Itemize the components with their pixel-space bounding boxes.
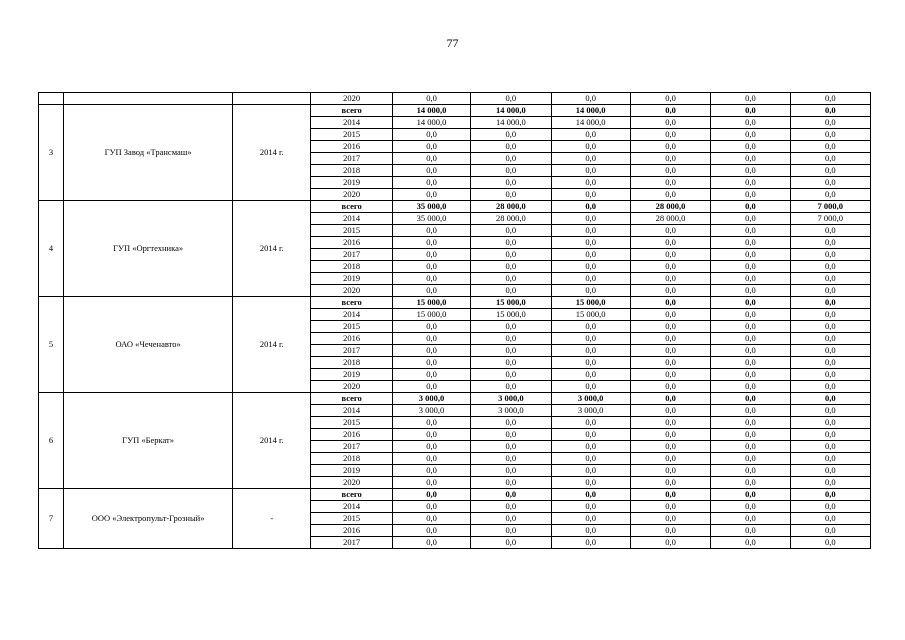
value-cell: 0,0 — [790, 441, 870, 453]
date-cell: 2014 г. — [233, 105, 311, 201]
value-cell: 0,0 — [630, 357, 710, 369]
num-cell — [39, 93, 64, 105]
year-cell: 2019 — [311, 465, 392, 477]
year-cell: 2014 — [311, 405, 392, 417]
value-cell: 0,0 — [630, 249, 710, 261]
year-cell: 2017 — [311, 537, 392, 549]
value-cell: 0,0 — [790, 333, 870, 345]
value-cell: 0,0 — [711, 105, 790, 117]
value-cell: 0,0 — [551, 369, 630, 381]
year-cell: 2018 — [311, 165, 392, 177]
value-cell: 0,0 — [471, 321, 551, 333]
value-cell: 0,0 — [392, 225, 470, 237]
value-cell: 0,0 — [551, 429, 630, 441]
value-cell: 0,0 — [790, 489, 870, 501]
value-cell: 0,0 — [471, 93, 551, 105]
value-cell: 0,0 — [711, 117, 790, 129]
value-cell: 0,0 — [711, 333, 790, 345]
value-cell: 0,0 — [392, 345, 470, 357]
value-cell: 0,0 — [392, 465, 470, 477]
value-cell: 0,0 — [471, 477, 551, 489]
value-cell: 0,0 — [471, 417, 551, 429]
value-cell: 0,0 — [551, 477, 630, 489]
value-cell: 0,0 — [551, 417, 630, 429]
value-cell: 0,0 — [551, 165, 630, 177]
year-cell: 2017 — [311, 441, 392, 453]
value-cell: 3 000,0 — [392, 405, 470, 417]
value-cell: 0,0 — [551, 357, 630, 369]
year-cell: 2014 — [311, 117, 392, 129]
value-cell: 0,0 — [630, 369, 710, 381]
value-cell: 0,0 — [392, 489, 470, 501]
value-cell: 0,0 — [790, 513, 870, 525]
year-cell: 2020 — [311, 93, 392, 105]
year-cell: 2014 — [311, 213, 392, 225]
value-cell: 0,0 — [471, 285, 551, 297]
year-cell: 2020 — [311, 189, 392, 201]
value-cell: 0,0 — [392, 333, 470, 345]
year-cell: всего — [311, 297, 392, 309]
date-cell — [233, 93, 311, 105]
value-cell: 0,0 — [711, 405, 790, 417]
value-cell: 0,0 — [551, 489, 630, 501]
value-cell: 0,0 — [551, 237, 630, 249]
value-cell: 0,0 — [711, 489, 790, 501]
value-cell: 0,0 — [630, 537, 710, 549]
value-cell: 0,0 — [551, 201, 630, 213]
value-cell: 0,0 — [630, 309, 710, 321]
value-cell: 0,0 — [471, 453, 551, 465]
value-cell: 0,0 — [551, 273, 630, 285]
value-cell: 0,0 — [392, 273, 470, 285]
value-cell: 0,0 — [711, 501, 790, 513]
value-cell: 0,0 — [471, 489, 551, 501]
value-cell: 0,0 — [790, 309, 870, 321]
value-cell: 0,0 — [392, 141, 470, 153]
value-cell: 0,0 — [630, 513, 710, 525]
value-cell: 0,0 — [551, 225, 630, 237]
value-cell: 0,0 — [551, 213, 630, 225]
value-cell: 0,0 — [392, 369, 470, 381]
value-cell: 0,0 — [790, 129, 870, 141]
value-cell: 0,0 — [630, 261, 710, 273]
value-cell: 0,0 — [711, 465, 790, 477]
value-cell: 0,0 — [711, 153, 790, 165]
value-cell: 3 000,0 — [471, 405, 551, 417]
value-cell: 0,0 — [790, 297, 870, 309]
table-row — [39, 93, 871, 105]
value-cell: 0,0 — [630, 393, 710, 405]
value-cell: 0,0 — [471, 465, 551, 477]
value-cell: 0,0 — [392, 477, 470, 489]
value-cell: 0,0 — [630, 405, 710, 417]
value-cell: 0,0 — [790, 237, 870, 249]
year-cell: 2017 — [311, 249, 392, 261]
value-cell: 28 000,0 — [471, 201, 551, 213]
value-cell: 3 000,0 — [392, 393, 470, 405]
value-cell: 0,0 — [711, 201, 790, 213]
value-cell: 0,0 — [711, 285, 790, 297]
value-cell: 0,0 — [471, 369, 551, 381]
value-cell: 0,0 — [630, 117, 710, 129]
value-cell: 0,0 — [551, 153, 630, 165]
value-cell: 0,0 — [551, 441, 630, 453]
num-cell: 4 — [39, 201, 64, 297]
value-cell: 0,0 — [630, 237, 710, 249]
value-cell: 0,0 — [630, 417, 710, 429]
value-cell: 15 000,0 — [392, 297, 470, 309]
value-cell: 0,0 — [711, 513, 790, 525]
year-cell: всего — [311, 393, 392, 405]
value-cell: 0,0 — [630, 429, 710, 441]
value-cell: 3 000,0 — [551, 393, 630, 405]
value-cell: 0,0 — [630, 153, 710, 165]
num-cell: 3 — [39, 105, 64, 201]
year-cell: 2016 — [311, 141, 392, 153]
value-cell: 0,0 — [711, 393, 790, 405]
value-cell: 0,0 — [790, 501, 870, 513]
value-cell: 0,0 — [392, 429, 470, 441]
year-cell: 2016 — [311, 333, 392, 345]
year-cell: 2016 — [311, 429, 392, 441]
value-cell: 0,0 — [790, 105, 870, 117]
value-cell: 0,0 — [790, 189, 870, 201]
value-cell: 0,0 — [392, 93, 470, 105]
value-cell: 0,0 — [392, 453, 470, 465]
value-cell: 0,0 — [711, 177, 790, 189]
date-cell: 2014 г. — [233, 393, 311, 489]
value-cell: 0,0 — [471, 261, 551, 273]
value-cell: 0,0 — [790, 273, 870, 285]
value-cell: 0,0 — [471, 345, 551, 357]
value-cell: 0,0 — [790, 537, 870, 549]
value-cell: 0,0 — [392, 537, 470, 549]
year-cell: всего — [311, 489, 392, 501]
value-cell: 0,0 — [551, 537, 630, 549]
value-cell: 0,0 — [790, 153, 870, 165]
date-cell: 2014 г. — [233, 201, 311, 297]
value-cell: 0,0 — [551, 513, 630, 525]
value-cell: 0,0 — [790, 141, 870, 153]
value-cell: 0,0 — [471, 237, 551, 249]
value-cell: 0,0 — [551, 501, 630, 513]
total-row — [39, 201, 871, 213]
value-cell: 0,0 — [630, 189, 710, 201]
value-cell: 0,0 — [790, 477, 870, 489]
enterprise-name-cell: ОАО «Чеченавто» — [64, 297, 233, 393]
year-cell: 2018 — [311, 261, 392, 273]
value-cell: 0,0 — [630, 453, 710, 465]
value-cell: 14 000,0 — [471, 117, 551, 129]
value-cell: 0,0 — [551, 345, 630, 357]
value-cell: 0,0 — [471, 141, 551, 153]
value-cell: 0,0 — [630, 441, 710, 453]
value-cell: 0,0 — [790, 261, 870, 273]
value-cell: 14 000,0 — [392, 105, 470, 117]
enterprise-name-cell: ООО «Электропульт-Грозный» — [64, 489, 233, 549]
value-cell: 0,0 — [551, 285, 630, 297]
value-cell: 0,0 — [551, 465, 630, 477]
value-cell: 0,0 — [630, 477, 710, 489]
year-cell: 2020 — [311, 285, 392, 297]
value-cell: 0,0 — [630, 93, 710, 105]
enterprise-name-cell — [64, 93, 233, 105]
year-cell: 2020 — [311, 381, 392, 393]
value-cell: 0,0 — [711, 213, 790, 225]
year-cell: 2014 — [311, 501, 392, 513]
total-row — [39, 297, 871, 309]
year-cell: 2015 — [311, 321, 392, 333]
value-cell: 0,0 — [551, 525, 630, 537]
year-cell: 2014 — [311, 309, 392, 321]
value-cell: 0,0 — [471, 153, 551, 165]
value-cell: 0,0 — [471, 129, 551, 141]
year-cell: всего — [311, 201, 392, 213]
value-cell: 0,0 — [471, 513, 551, 525]
value-cell: 0,0 — [471, 429, 551, 441]
value-cell: 0,0 — [471, 381, 551, 393]
value-cell: 28 000,0 — [471, 213, 551, 225]
value-cell: 0,0 — [630, 489, 710, 501]
value-cell: 0,0 — [392, 417, 470, 429]
value-cell: 0,0 — [392, 441, 470, 453]
value-cell: 0,0 — [711, 429, 790, 441]
value-cell: 0,0 — [711, 141, 790, 153]
value-cell: 0,0 — [551, 189, 630, 201]
value-cell: 0,0 — [630, 525, 710, 537]
value-cell: 0,0 — [630, 105, 710, 117]
value-cell: 0,0 — [471, 357, 551, 369]
value-cell: 15 000,0 — [392, 309, 470, 321]
year-cell: 2018 — [311, 453, 392, 465]
value-cell: 0,0 — [392, 189, 470, 201]
value-cell: 0,0 — [551, 381, 630, 393]
enterprise-name-cell: ГУП Завод «Трансмаш» — [64, 105, 233, 201]
value-cell: 0,0 — [392, 165, 470, 177]
year-cell: 2018 — [311, 357, 392, 369]
value-cell: 0,0 — [392, 129, 470, 141]
value-cell: 0,0 — [711, 381, 790, 393]
page-number: 77 — [446, 36, 459, 50]
num-cell: 6 — [39, 393, 64, 489]
value-cell: 0,0 — [711, 357, 790, 369]
value-cell: 0,0 — [471, 501, 551, 513]
year-cell: 2016 — [311, 525, 392, 537]
value-cell: 0,0 — [790, 321, 870, 333]
value-cell: 0,0 — [711, 249, 790, 261]
value-cell: 0,0 — [392, 249, 470, 261]
value-cell: 7 000,0 — [790, 201, 870, 213]
enterprise-name-cell: ГУП «Оргтехника» — [64, 201, 233, 297]
enterprise-name-cell: ГУП «Беркат» — [64, 393, 233, 489]
value-cell: 0,0 — [630, 165, 710, 177]
value-cell: 0,0 — [711, 225, 790, 237]
value-cell: 15 000,0 — [551, 297, 630, 309]
value-cell: 0,0 — [392, 153, 470, 165]
value-cell: 0,0 — [630, 225, 710, 237]
value-cell: 0,0 — [471, 225, 551, 237]
num-cell: 7 — [39, 489, 64, 549]
value-cell: 7 000,0 — [790, 213, 870, 225]
year-cell: 2015 — [311, 225, 392, 237]
value-cell: 0,0 — [790, 525, 870, 537]
value-cell: 0,0 — [630, 297, 710, 309]
value-cell: 0,0 — [392, 381, 470, 393]
value-cell: 0,0 — [711, 261, 790, 273]
value-cell: 0,0 — [630, 381, 710, 393]
value-cell: 0,0 — [790, 285, 870, 297]
year-cell: 2017 — [311, 345, 392, 357]
value-cell: 28 000,0 — [630, 213, 710, 225]
date-cell: - — [233, 489, 311, 549]
value-cell: 35 000,0 — [392, 213, 470, 225]
year-cell: 2020 — [311, 477, 392, 489]
value-cell: 3 000,0 — [471, 393, 551, 405]
value-cell: 0,0 — [711, 369, 790, 381]
value-cell: 0,0 — [392, 513, 470, 525]
value-cell: 0,0 — [790, 165, 870, 177]
value-cell: 0,0 — [711, 129, 790, 141]
year-cell: 2015 — [311, 417, 392, 429]
value-cell: 0,0 — [790, 93, 870, 105]
value-cell: 0,0 — [790, 453, 870, 465]
value-cell: 0,0 — [551, 453, 630, 465]
value-cell: 0,0 — [630, 177, 710, 189]
value-cell: 0,0 — [790, 405, 870, 417]
value-cell: 0,0 — [711, 453, 790, 465]
value-cell: 0,0 — [790, 429, 870, 441]
value-cell: 0,0 — [551, 321, 630, 333]
value-cell: 0,0 — [630, 141, 710, 153]
value-cell: 14 000,0 — [551, 117, 630, 129]
value-cell: 0,0 — [392, 501, 470, 513]
value-cell: 0,0 — [471, 441, 551, 453]
year-cell: 2015 — [311, 129, 392, 141]
value-cell: 0,0 — [790, 177, 870, 189]
value-cell: 0,0 — [790, 345, 870, 357]
value-cell: 0,0 — [711, 345, 790, 357]
value-cell: 0,0 — [471, 177, 551, 189]
value-cell: 0,0 — [392, 357, 470, 369]
year-cell: 2015 — [311, 513, 392, 525]
value-cell: 15 000,0 — [551, 309, 630, 321]
value-cell: 0,0 — [711, 537, 790, 549]
value-cell: 0,0 — [630, 345, 710, 357]
value-cell: 0,0 — [551, 333, 630, 345]
value-cell: 3 000,0 — [551, 405, 630, 417]
year-cell: 2016 — [311, 237, 392, 249]
value-cell: 0,0 — [471, 525, 551, 537]
year-cell: 2019 — [311, 177, 392, 189]
value-cell: 0,0 — [551, 93, 630, 105]
date-cell: 2014 г. — [233, 297, 311, 393]
value-cell: 0,0 — [551, 177, 630, 189]
value-cell: 0,0 — [790, 465, 870, 477]
total-row — [39, 105, 871, 117]
value-cell: 15 000,0 — [471, 309, 551, 321]
value-cell: 0,0 — [711, 417, 790, 429]
value-cell: 0,0 — [711, 477, 790, 489]
value-cell: 0,0 — [551, 249, 630, 261]
value-cell: 35 000,0 — [392, 201, 470, 213]
value-cell: 0,0 — [711, 165, 790, 177]
value-cell: 0,0 — [790, 225, 870, 237]
value-cell: 0,0 — [392, 321, 470, 333]
year-cell: 2019 — [311, 369, 392, 381]
year-cell: 2019 — [311, 273, 392, 285]
table-body — [39, 93, 871, 549]
value-cell: 0,0 — [392, 525, 470, 537]
value-cell: 0,0 — [392, 261, 470, 273]
value-cell: 0,0 — [630, 321, 710, 333]
value-cell: 14 000,0 — [471, 105, 551, 117]
value-cell: 0,0 — [711, 273, 790, 285]
value-cell: 0,0 — [711, 525, 790, 537]
value-cell: 0,0 — [551, 141, 630, 153]
total-row — [39, 489, 871, 501]
value-cell: 0,0 — [790, 357, 870, 369]
value-cell: 0,0 — [471, 165, 551, 177]
value-cell: 0,0 — [790, 249, 870, 261]
value-cell: 14 000,0 — [551, 105, 630, 117]
value-cell: 0,0 — [630, 333, 710, 345]
value-cell: 0,0 — [790, 117, 870, 129]
value-cell: 14 000,0 — [392, 117, 470, 129]
value-cell: 0,0 — [630, 273, 710, 285]
value-cell: 0,0 — [630, 285, 710, 297]
total-row — [39, 393, 871, 405]
value-cell: 0,0 — [471, 333, 551, 345]
value-cell: 0,0 — [471, 249, 551, 261]
value-cell: 0,0 — [551, 261, 630, 273]
year-cell: 2017 — [311, 153, 392, 165]
value-cell: 0,0 — [711, 321, 790, 333]
value-cell: 0,0 — [392, 177, 470, 189]
value-cell: 0,0 — [711, 93, 790, 105]
value-cell: 28 000,0 — [630, 201, 710, 213]
value-cell: 0,0 — [630, 129, 710, 141]
value-cell: 0,0 — [790, 381, 870, 393]
value-cell: 0,0 — [711, 237, 790, 249]
value-cell: 0,0 — [790, 393, 870, 405]
value-cell: 0,0 — [711, 297, 790, 309]
value-cell: 0,0 — [711, 309, 790, 321]
value-cell: 0,0 — [551, 129, 630, 141]
value-cell: 0,0 — [392, 285, 470, 297]
value-cell: 0,0 — [790, 417, 870, 429]
value-cell: 0,0 — [790, 369, 870, 381]
value-cell: 0,0 — [630, 501, 710, 513]
value-cell: 0,0 — [630, 465, 710, 477]
value-cell: 0,0 — [711, 441, 790, 453]
value-cell: 0,0 — [392, 237, 470, 249]
value-cell: 0,0 — [471, 189, 551, 201]
num-cell: 5 — [39, 297, 64, 393]
year-cell: всего — [311, 105, 392, 117]
value-cell: 0,0 — [471, 273, 551, 285]
value-cell: 15 000,0 — [471, 297, 551, 309]
value-cell: 0,0 — [711, 189, 790, 201]
funding-table — [38, 92, 871, 549]
value-cell: 0,0 — [471, 537, 551, 549]
